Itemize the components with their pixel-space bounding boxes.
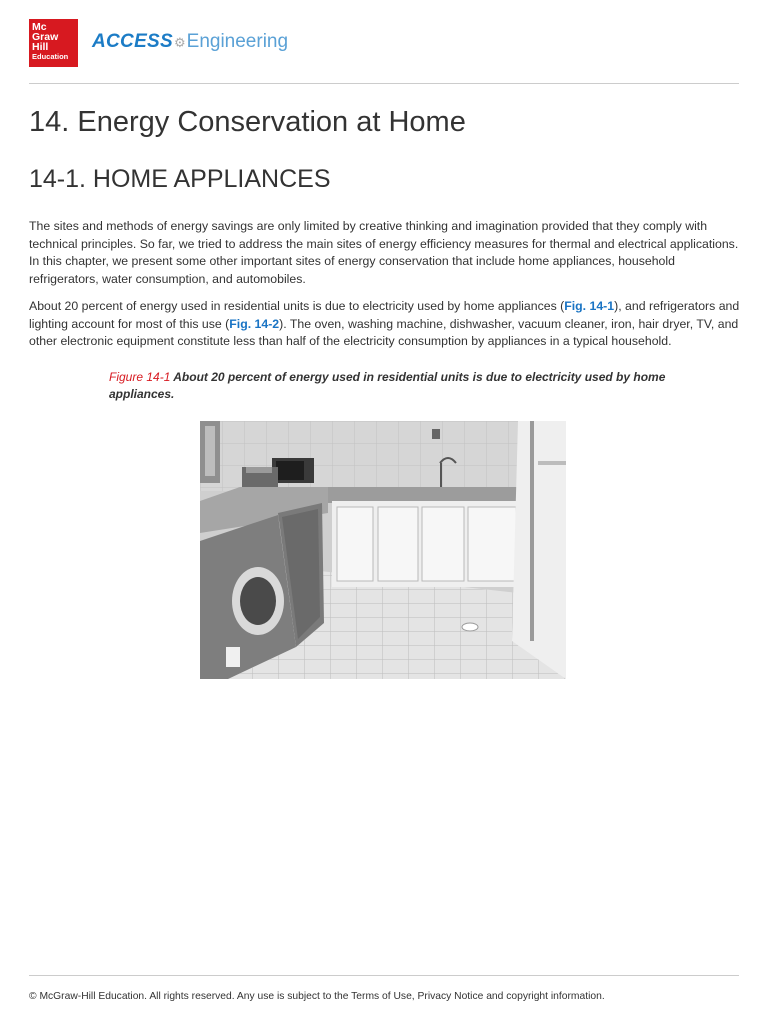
mcgraw-hill-logo[interactable] xyxy=(29,19,78,67)
figure-caption-text: About 20 percent of energy used in residential units is due to electricity used by home appliances. xyxy=(109,370,666,401)
paragraph-appliances xyxy=(29,298,741,351)
figure-caption xyxy=(109,369,669,403)
footer-divider xyxy=(29,975,739,976)
logo-line-education: Education xyxy=(32,52,69,61)
kitchen-photo xyxy=(200,421,566,679)
paragraph-text: About 20 percent of energy used in residential units is due to electricity used by home appliances ( xyxy=(29,299,565,313)
footer-copyright: © McGraw-Hill Education. All rights reserved. Any use is subject to the Terms of Use, Privacy Notice and copyright information. xyxy=(29,991,605,1002)
section-title: 14-1. HOME APPLIANCES xyxy=(29,165,331,193)
chapter-title: 14. Energy Conservation at Home xyxy=(29,106,466,138)
figure-link-14-1[interactable]: Fig. 14-1 xyxy=(564,299,615,313)
figure-label: Figure 14-1 xyxy=(109,370,171,384)
paragraph-text: ), and refrigerators and lighting account for most of this use ( xyxy=(29,299,740,331)
logo-line-graw: Graw xyxy=(32,31,59,43)
logo-line-mc: Mc xyxy=(32,21,47,33)
access-engineering-logo[interactable] xyxy=(92,31,288,53)
brand-access: ACCESS xyxy=(92,31,173,52)
kitchen-illustration xyxy=(200,421,566,679)
gear-icon: ⚙ xyxy=(173,35,186,50)
figure-link-14-2[interactable]: Fig. 14-2 xyxy=(229,316,280,331)
header-divider xyxy=(29,83,739,84)
logo-line-hill: Hill xyxy=(32,41,49,53)
site-header xyxy=(29,19,739,67)
paragraph-intro: The sites and methods of energy savings are only limited by creative thinking and imagination provided that they comply with technical principles. So far, we tried to address the main sites of energy efficiency measures for thermal and electrical applications. In this chapter, we present some other important sites of energy conservation that include home appliances, household refrigerators, water consumption, and automobiles. xyxy=(29,219,739,286)
brand-engineering: Engineering xyxy=(186,31,289,52)
paragraph-text: ). The oven, washing machine, dishwasher, vacuum cleaner, iron, hair dryer, TV, and other electronic equipment constitute less than half of the electricity consumption by appliances in a typical household. xyxy=(29,316,739,348)
